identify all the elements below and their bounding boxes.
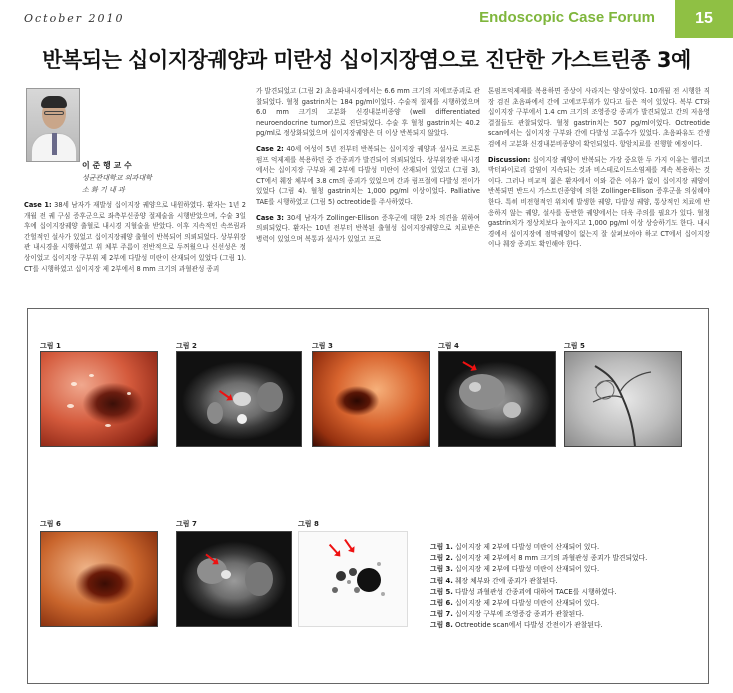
author-affiliation: 성균관대학교 의과대학 [82,174,152,182]
case-2-heading: Case 2: [256,144,284,153]
author-name: 이 준 행 교 수 [82,161,132,170]
figure-1-label: 그림 1 [40,342,61,350]
caption-label: 그림 3. [430,565,453,574]
figure-5-angiography-image [564,351,682,447]
caption [430,598,702,609]
author-portrait-icon [26,88,80,162]
discussion-heading: Discussion: [488,155,531,164]
figure-8-octreotide-scan-image [298,531,408,627]
paragraph-case-3 [256,213,480,245]
caption-label: 그림 4. [430,576,453,585]
paragraph-discussion [488,155,710,250]
caption-label: 그림 5. [430,587,453,596]
caption-text: 췌장 체부와 간에 종괴가 관찰된다. [452,576,558,585]
caption [430,609,702,620]
caption-text: 십이지장 제 2부에 다발성 미란이 산재되어 있다. [452,543,600,551]
caption [430,576,702,587]
caption [430,553,702,564]
text-column-1 [24,200,246,279]
paragraph-case-2 [256,144,480,208]
caption-text: Octreotide scan에서 다발성 간전이가 관찰된다. [452,621,603,630]
caption-label: 그림 7. [430,610,453,619]
caption-label: 그림 6. [430,599,453,608]
caption [430,542,702,553]
figure-5-label: 그림 5 [564,342,585,350]
arrow-icon [219,390,232,400]
figure-8-label: 그림 8 [298,520,319,528]
figure-6-label: 그림 6 [40,520,61,528]
figure-captions [430,542,702,632]
paragraph [256,86,480,139]
figure-2-ct-image [176,351,302,447]
caption-text: 십이지장 제 2부에 다발성 미란이 산재되어 있다. [452,565,600,574]
author-department: 소 화 기 내 과 [82,186,125,194]
caption-label: 그림 1. [430,543,453,551]
paragraph-text: 가 발견되었고 (그림 2) 초음파내시경에서는 6.6 mm 크기의 저에코종괴로 관찰되었다. 혈청 gastrin치는 184 pg/ml이었다. 수술적 절제를 시행하였으며 6.0 mm 크기의 고분화 신경내분비종양 (well differentiated neuroendocrine tumor)으로 진단되었다. 수술 후 혈청 gastrin치는 40.2 pg/ml로 정상화되었으며 십이지장궤양은 더 이상 반복되지 않았다. [256,87,480,138]
text-column-3 [488,86,710,255]
caption-text: 십이지장 제 2부에서 8 mm 크기의 과혈관성 종괴가 발견되었다. [452,554,648,563]
figure-4-ct-image [438,351,556,447]
caption-text: 다발성 과혈관성 간종괴에 대하여 TACE를 시행하였다. [452,587,617,596]
figure-3-endoscopy-image [312,351,430,447]
figure-6-endoscopy-image [40,531,158,627]
angiography-vessels [565,352,682,447]
case-1-heading: Case 1: [24,201,52,209]
paragraph [488,86,710,150]
page-number: 15 [675,0,733,38]
caption [430,587,702,598]
caption-label: 그림 8. [430,621,453,630]
case-2-text: 40세 여성이 5년 전부터 반복되는 십이지장 궤양과 설사로 프로톤펌프 억제제를 복용하던 중 간종괴가 발견되어 의뢰되었다. 상부위장관 내시경에서는 십이지장 구부와 제 2부에 다발성 미란이 산재되어 있었고 (그림 3), CT에서 췌장 체부에 3.8 cm의 종괴가 있었으며 간과 림프절에 다발성 전이가 있었다 (그림 4). 혈청 gastrin치는 1,000 pg/ml 이상이었다. Palliative TAE를 시행하였고 (그림 5) octreotide를 주사하였다. [256,144,480,206]
discussion-text: 십이지장 궤양이 반복되는 가장 중요한 두 가지 이유는 헬리코박터파이로리 감염이 지속되는 것과 비스테로이드소염제를 계속 복용하는 것이다. 그러나 비교적 젊은 환자에서 이와 같은 이유가 없이 십이지장 궤양이 반복되면 반드시 가스트린종양에 의한 Zollinger-Ellison 증후군을 의심해야 한다. 특히 비전형적인 위치에 발생한 궤양, 다발성 궤양, 통상적인 치료에 반응하지 않는 궤양, 설사를 동반한 궤양에서는 더욱 주의를 필요가 있다. 혈청 gastrin치가 정상치보다 높아지고 1,000 pg/ml 이상 상승하기도 한다. 내시경에서 십이지장에 점막궤양이 없는지 잘 살펴보아야 하고 CT에서 십이지장이나 췌장 종괴도 확인해야 한다. [488,155,710,249]
issue-date: October 2010 [24,12,125,25]
figure-7-ct-image [176,531,292,627]
figure-1-endoscopy-image [40,351,158,447]
case-3-heading: Case 3: [256,213,284,222]
page-header [0,0,733,38]
figure-3-label: 그림 3 [312,342,333,350]
caption-label: 그림 2. [430,554,453,563]
text-column-2 [256,86,480,249]
figure-2-label: 그림 2 [176,342,197,350]
arrow-icon [462,361,475,370]
case-3-text: 30세 남자가 Zollinger-Ellison 증후군에 대한 2차 의견을 위하여 의뢰되었다. 환자는 10년 전부터 반복된 출혈성 십이지장궤양으로 치료받은 병력이 있었으며 복통과 설사가 있었고 프로 [256,213,480,243]
figure-4-label: 그림 4 [438,342,459,350]
paragraph-text: 톤펌프억제제를 복용하면 증상이 사라지는 양상이었다. 10개월 전 시행한 직장 검진 초음파에서 간에 고에코무위가 있다고 들은 적이 있었다. 복부 CT와 십이지장 구부에서 1.4 cm 크기의 조영증강 종괴가 발견되었고 간의 저음영 결절들도 관찰되었다. 혈청 gastrin치는 507 pg/ml이었다. Octreotide scan에서는 십이지장 구부와 간에 다발성 고흡수가 있었다. 초음파유도 간생검에서 고분화 신경내분비종양이 확인되었다. 항암치료를 진행할 예정이다. [488,87,710,148]
case-1-text: 38세 남자가 재발성 십이지장 궤양으로 내원하였다. 환자는 1년 2개월 전 궤 구심 증후군으로 좌측부신종양 절제술을 시행받았으며, 수술 3일 후에 십이지장궤양 출혈로 내시경 지혈술을 받았다. 이후 지속적인 속쓰림과 간헐적인 설사가 있었고 십이지장궤양 출혈이 반복되어 의뢰되었다. 상부위장관 내시경을 시행하였고 위 체부 주름이 전반적으로 두꺼웠으나 신선성은 정상이었고 십이지장 구부위 제 2부에 다발성 미란이 산재되어 있었다 (그림 1). CT를 시행하였고 십이지장 제 2부에서 8 mm 크기의 과혈관성 종괴 [24,201,246,273]
caption [430,620,702,631]
article-title: 반복되는 십이지장궤양과 미란성 십이지장염으로 진단한 가스트린종 3예 [42,48,691,72]
figure-7-label: 그림 7 [176,520,197,528]
forum-name: Endoscopic Case Forum [479,9,655,26]
caption-text: 십이지장 구부에 조영증강 종괴가 관찰된다. [452,610,584,619]
caption [430,564,702,575]
paragraph-case-1 [24,200,246,274]
caption-text: 십이지장 제 2부에 다발성 미란이 산재되어 있다. [452,599,600,608]
